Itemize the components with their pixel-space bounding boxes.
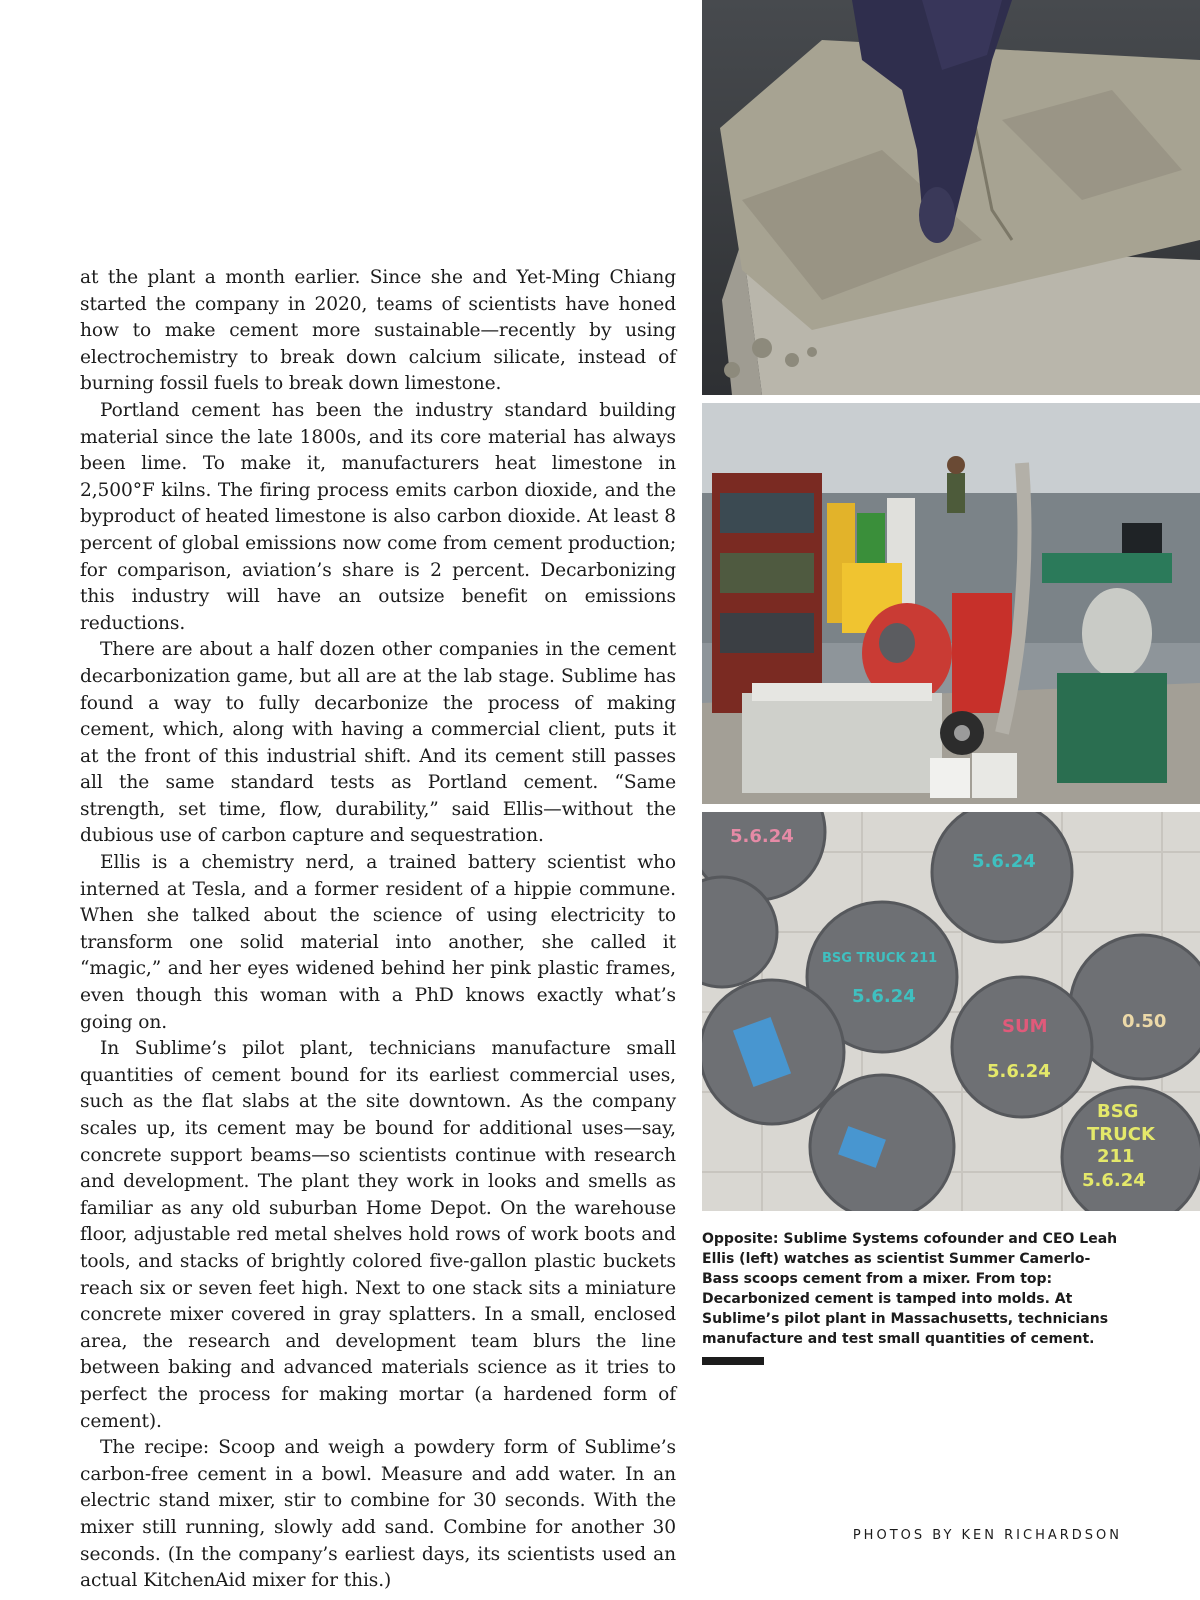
cylinder-label: TRUCK — [1087, 1124, 1155, 1145]
cylinder-label: BSG TRUCK 211 — [822, 951, 938, 966]
photo-caption: Opposite: Sublime Systems cofounder and CEO Leah Ellis (left) watches as scientist Summer Camerlo-Bass scoops cement from a mixer. From top: Decarbonized cement is tamped into molds. At Sublime’s pilot plant in Massachusetts, technicians manufacture and test small quantities of cement. — [702, 1231, 1118, 1347]
cylinder-label: 0.50 — [1122, 1011, 1167, 1032]
cylinder-label: 5.6.24 — [730, 826, 794, 847]
photo-credit: PHOTOS BY KEN RICHARDSON — [852, 1528, 1122, 1543]
cylinder-label: BSG — [1097, 1101, 1139, 1122]
cylinder-label: 5.6.24 — [1082, 1170, 1146, 1191]
cylinder-label: 5.6.24 — [987, 1061, 1051, 1082]
article-paragraph: In Sublime’s pilot plant, technicians manufacture small quantities of cement bound for its earliest commercial uses, such as the flat slabs at the site downtown. As the company scales up, its cement may be bound for additional uses—say, concrete support beams—so scientists continue with research and development. The plant they work in looks and smells as familiar as any old suburban Home Depot. On the warehouse floor, adjustable red metal shelves hold rows of work boots and tools, and stacks of brightly colored five-gallon plastic buckets reach six or seven feet high. Next to one stack sits a miniature concrete mixer covered in gray splatters. In a small, enclosed area, the research and development team blurs the line between baking and advanced materials science as it tries to perfect the process for making mortar (a hardened form of cement). — [80, 1038, 676, 1432]
article-body — [80, 265, 676, 1595]
cylinder-label: 5.6.24 — [972, 851, 1036, 872]
photo-pilot-plant-warehouse — [702, 403, 1200, 804]
article-paragraph: There are about a half dozen other companies in the cement decarbonization game, but all are at the lab stage. Sublime has found a way to fully decarbonize the process of making cement, which, along with having a commercial client, puts it at the front of this industrial shift. And its cement still passes all the same standard tests as Portland cement. “Same strength, set time, flow, durability,” said Ellis—without the dubious use of carbon capture and sequestration. — [80, 639, 676, 847]
article-paragraph: The recipe: Scoop and weigh a powdery form of Sublime’s carbon-free cement in a bowl. Measure and add water. In an electric stand mixer, stir to combine for 30 seconds. With the mixer still running, slowly add sand. Combine for another 30 seconds. (In the company’s earliest days, its scientists used an actual KitchenAid mixer for this.) — [80, 1437, 676, 1592]
article-paragraph: Ellis is a chemistry nerd, a trained battery scientist who interned at Tesla, and a former resident of a hippie commune. When she talked about the science of using electricity to transform one solid material into another, she called it “magic,” and her eyes widened behind her pink plastic frames, even though this woman with a PhD knows exactly what’s going on. — [80, 852, 676, 1033]
article-paragraph: Portland cement has been the industry standard building material since the late 1800s, and its core material has always been lime. To make it, manufacturers heat limestone in 2,500°F kilns. The firing process emits carbon dioxide, and the byproduct of heated limestone is also carbon dioxide. At least 8 percent of global emissions now come from cement production; for comparison, aviation’s share is 2 percent. Decarbonizing this industry will have an outsize benefit on emissions reductions. — [80, 399, 676, 634]
caption-rule — [702, 1357, 764, 1365]
cylinder-label: SUM — [1002, 1016, 1048, 1037]
cylinder-label: 211 — [1097, 1146, 1135, 1167]
photo-concrete-cylinders — [702, 812, 1200, 1211]
photo-cement-mold — [702, 0, 1200, 395]
article-paragraph: at the plant a month earlier. Since she and Yet-Ming Chiang started the company in 2020, teams of scientists have honed how to make cement more sustainable—recently by using electrochemistry to break down calcium silicate, instead of burning fossil fuels to break down limestone. — [80, 267, 676, 395]
cylinder-label: 5.6.24 — [852, 986, 916, 1007]
